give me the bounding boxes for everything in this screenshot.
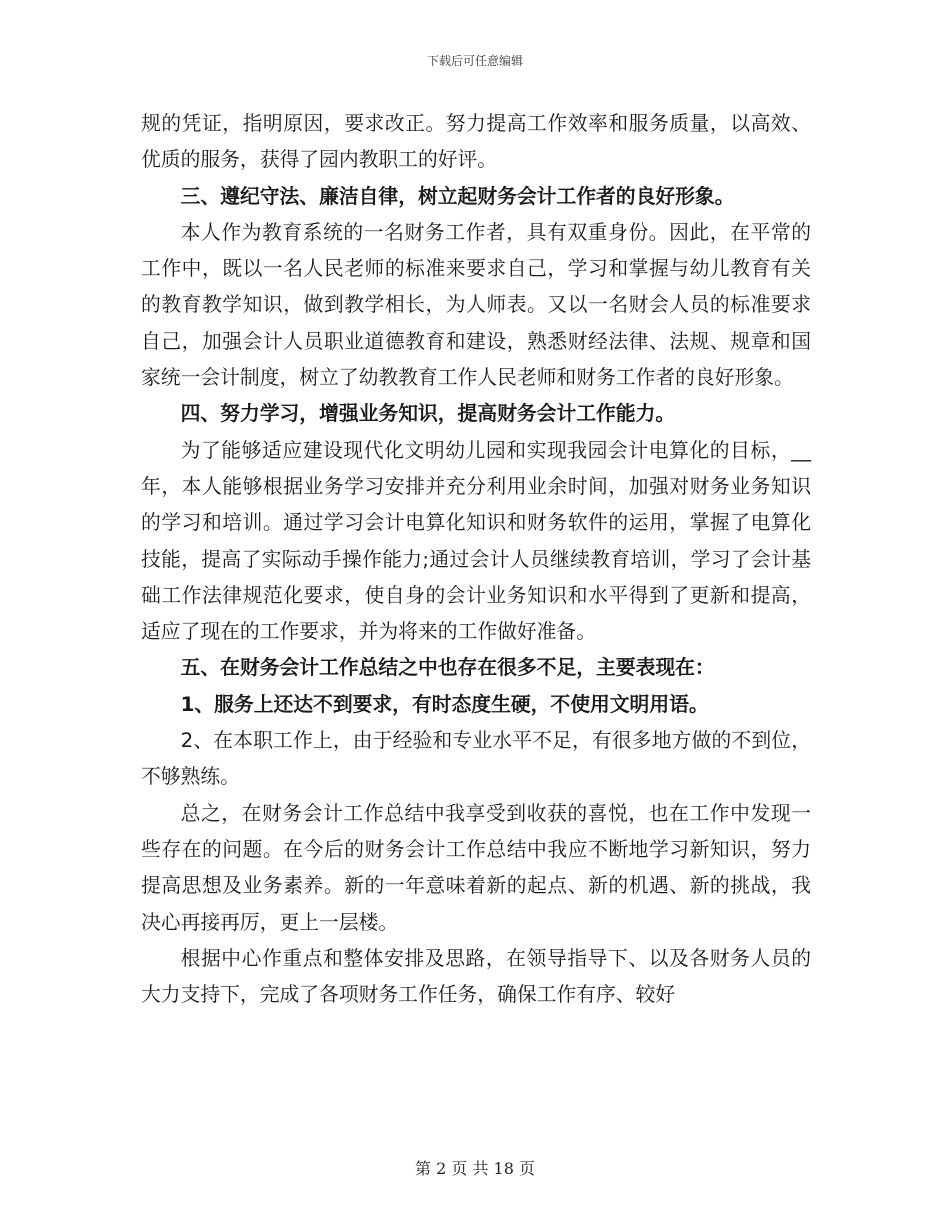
body-paragraph: 2、在本职工作上，由于经验和专业水平不足，有很多地方做的不到位，不够熟练。 [141, 729, 811, 789]
section-heading: 三、遵纪守法、廉洁自律，树立起财务会计工作者的良好形象。 [180, 184, 735, 208]
body-paragraph: 总之，在财务会计工作总结中我享受到收获的喜悦，也在工作中发现一些存在的问题。在今后的财务会计工作总结中我应不断地学习新知识，努力提高思想及业务素养。新的一年意味着新的起点、新的机遇、新的挑战，我决心再接再厉，更上一层楼。 [141, 801, 811, 934]
section-heading: 四、努力学习，增强业务知识，提高财务会计工作能力。 [180, 402, 676, 426]
page-footer: 第 2 页 共 18 页 [415, 1159, 535, 1178]
page-header: 下载后可任意编辑 [426, 54, 523, 68]
document-body [141, 106, 811, 1013]
body-paragraph: 本人作为教育系统的一名财务工作者，具有双重身份。因此，在平常的工作中，既以一名人民老师的标准来要求自己，学习和掌握与幼儿教育有关的教育教学知识，做到教学相长，为人师表。又以一名财会人员的标准要求自己，加强会计人员职业道德教育和建设，熟悉财经法律、法规、规章和国家统一会计制度，树立了幼教教育工作人民老师和财务工作者的良好形象。 [141, 220, 811, 390]
body-paragraph: 规的凭证，指明原因，要求改正。努力提高工作效率和服务质量，以高效、优质的服务，获得了园内教职工的好评。 [141, 112, 811, 172]
body-paragraph: 为了能够适应建设现代化文明幼儿园和实现我园会计电算化的目标，__年，本人能够根据业务学习安排并充分利用业余时间，加强对财务业务知识的学习和培训。通过学习会计电算化知识和财务软件的运用，掌握了电算化技能，提高了实际动手操作能力;通过会计人员继续教育培训，学习了会计基础工作法律规范化要求，使自身的会计业务知识和水平得到了更新和提高，适应了现在的工作要求，并为将来的工作做好准备。 [141, 438, 811, 644]
section-heading: 1、服务上还达不到要求，有时态度生硬，不使用文明用语。 [180, 692, 709, 716]
section-heading: 五、在财务会计工作总结之中也存在很多不足，主要表现在： [180, 656, 715, 680]
body-paragraph: 根据中心作重点和整体安排及思路，在领导指导下、以及各财务人员的大力支持下，完成了各项财务工作任务，确保工作有序、较好 [141, 946, 811, 1007]
